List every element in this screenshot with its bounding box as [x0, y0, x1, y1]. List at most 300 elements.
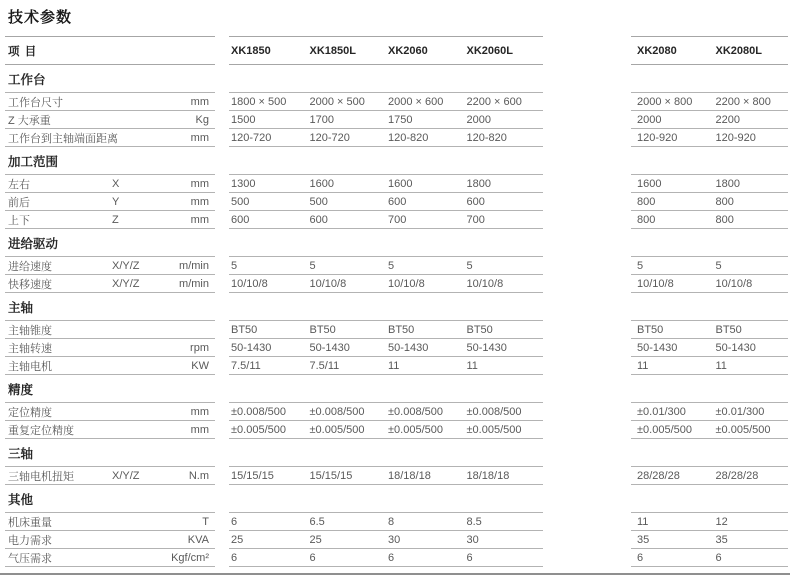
spec-value: 11	[637, 515, 649, 528]
row-unit-label: T	[202, 515, 209, 528]
spec-value: ±0.01/300	[637, 405, 686, 418]
row-label-block	[5, 293, 215, 321]
spec-value: 700	[466, 213, 485, 226]
table-row	[0, 129, 790, 147]
spec-value: 25	[231, 533, 244, 546]
column-gap	[543, 375, 631, 403]
row-values-block-left	[229, 211, 543, 229]
row-unit-label: Kgf/cm²	[171, 551, 209, 564]
row-unit-label: mm	[190, 131, 209, 144]
table-row	[0, 321, 790, 339]
row-unit-label: KVA	[187, 533, 209, 546]
model-column-header: XK2060	[388, 44, 428, 57]
spec-value: 10/10/8	[637, 277, 674, 290]
row-label-block	[5, 339, 215, 357]
row-values-block-left	[229, 129, 543, 147]
column-gap	[543, 129, 631, 147]
spec-value: 18/18/18	[466, 469, 510, 482]
column-gap	[543, 275, 631, 293]
section-header-row	[0, 439, 790, 467]
column-gap	[543, 36, 631, 65]
spec-value: 1600	[637, 177, 662, 190]
header-models-block-left	[229, 36, 543, 65]
row-values-block-right	[631, 485, 788, 513]
spec-value: 35	[715, 533, 728, 546]
row-label: 主轴电机	[8, 360, 52, 373]
spec-value: BT50	[309, 323, 336, 336]
row-label-block	[5, 175, 215, 193]
model-column-header: XK2080	[637, 44, 677, 57]
table-row	[0, 257, 790, 275]
table-row	[0, 193, 790, 211]
column-gap	[543, 513, 631, 531]
row-values-block-left	[229, 321, 543, 339]
spec-value: 10/10/8	[309, 277, 347, 290]
row-label-block	[5, 439, 215, 467]
row-label: 定位精度	[8, 406, 52, 419]
spec-value: 1500	[231, 113, 256, 126]
row-values-block-right	[631, 467, 788, 485]
table-row	[0, 111, 790, 129]
row-values-block-left	[229, 403, 543, 421]
spec-value: 1300	[231, 177, 256, 190]
row-values-block-right	[631, 229, 788, 257]
item-column-header: 项 目	[8, 45, 38, 58]
spec-value: 2000 × 600	[388, 95, 444, 108]
spec-value: ±0.005/500	[715, 423, 771, 436]
table-row	[0, 513, 790, 531]
table-row	[0, 549, 790, 567]
column-gap	[543, 357, 631, 375]
column-gap	[543, 93, 631, 111]
row-label-block	[5, 211, 215, 229]
column-gap	[215, 467, 229, 485]
row-values-block-right	[631, 375, 788, 403]
header-models-block-right	[631, 36, 788, 65]
row-label: 工作台尺寸	[8, 96, 63, 109]
table-row	[0, 211, 790, 229]
row-values-block-right	[631, 549, 788, 567]
column-gap	[215, 175, 229, 193]
column-gap	[215, 111, 229, 129]
spec-value: 5	[388, 259, 395, 272]
row-values-block-left	[229, 111, 543, 129]
row-values-block-right	[631, 65, 788, 93]
row-values-block-right	[631, 293, 788, 321]
row-values-block-left	[229, 65, 543, 93]
model-column-header: XK2080L	[715, 44, 762, 57]
spec-value: 50-1430	[309, 341, 350, 354]
row-values-block-left	[229, 549, 543, 567]
column-gap	[543, 211, 631, 229]
row-axis-label: X/Y/Z	[112, 259, 140, 272]
row-label-block	[5, 229, 215, 257]
row-values-block-right	[631, 403, 788, 421]
table-row	[0, 467, 790, 485]
row-unit-label: mm	[190, 213, 209, 226]
spec-value: 28/28/28	[637, 469, 680, 482]
spec-value: 2200	[715, 113, 740, 126]
column-gap	[543, 65, 631, 93]
table-row	[0, 175, 790, 193]
section-header-row	[0, 485, 790, 513]
spec-value: 30	[388, 533, 401, 546]
spec-value: 120-720	[231, 131, 272, 144]
row-unit-label: mm	[190, 177, 209, 190]
spec-value: 6	[231, 551, 238, 564]
column-gap	[215, 229, 229, 257]
table-row	[0, 531, 790, 549]
spec-value: 120-920	[637, 131, 678, 144]
section-header-row	[0, 229, 790, 257]
spec-value: 500	[309, 195, 328, 208]
row-values-block-left	[229, 93, 543, 111]
row-label-block	[5, 321, 215, 339]
row-values-block-left	[229, 175, 543, 193]
row-label: 机床重量	[8, 516, 52, 529]
row-label-block	[5, 485, 215, 513]
spec-value: 8.5	[466, 515, 482, 528]
column-gap	[543, 485, 631, 513]
row-values-block-left	[229, 531, 543, 549]
column-gap	[543, 175, 631, 193]
spec-value: 6	[637, 551, 644, 564]
spec-value: 35	[637, 533, 650, 546]
row-label-block	[5, 375, 215, 403]
row-label-block	[5, 467, 215, 485]
table-row	[0, 93, 790, 111]
spec-value: 12	[715, 515, 728, 528]
column-gap	[215, 321, 229, 339]
row-values-block-left	[229, 275, 543, 293]
row-label: 气压需求	[8, 552, 52, 565]
column-gap	[543, 321, 631, 339]
model-column-header: XK2060L	[466, 44, 513, 57]
spec-value: 11	[715, 359, 727, 372]
page-bottom-edge	[0, 573, 790, 575]
spec-value: 120-720	[309, 131, 350, 144]
spec-value: 11	[388, 359, 400, 372]
spec-value: BT50	[231, 323, 258, 336]
column-gap	[215, 485, 229, 513]
column-gap	[215, 275, 229, 293]
section-header-row	[0, 375, 790, 403]
row-values-block-left	[229, 421, 543, 439]
spec-value: BT50	[388, 323, 415, 336]
row-values-block-right	[631, 147, 788, 175]
column-gap	[543, 339, 631, 357]
row-values-block-right	[631, 439, 788, 467]
row-label: 主轴转速	[8, 342, 52, 355]
row-label-block	[5, 257, 215, 275]
spec-value: 2200 × 600	[466, 95, 522, 108]
row-values-block-right	[631, 93, 788, 111]
spec-value: ±0.005/500	[637, 423, 692, 436]
row-label-block	[5, 111, 215, 129]
row-label-block	[5, 403, 215, 421]
spec-value: 5	[231, 259, 238, 272]
spec-value: 700	[388, 213, 407, 226]
spec-value: 15/15/15	[231, 469, 274, 482]
spec-value: 6	[715, 551, 722, 564]
column-gap	[543, 293, 631, 321]
row-label: 电力需求	[8, 534, 52, 547]
spec-value: 120-920	[715, 131, 756, 144]
row-axis-label: X	[112, 177, 120, 190]
spec-value: 5	[309, 259, 316, 272]
row-label-block	[5, 193, 215, 211]
spec-value: 11	[637, 359, 649, 372]
row-axis-label: Y	[112, 195, 120, 208]
section-header-row	[0, 293, 790, 321]
row-values-block-left	[229, 339, 543, 357]
spec-value: 1800 × 500	[231, 95, 287, 108]
spec-value: 28/28/28	[715, 469, 759, 482]
row-unit-label: KW	[191, 359, 209, 372]
section-title: 其他	[8, 492, 34, 507]
row-values-block-left	[229, 375, 543, 403]
model-column-header: XK1850	[231, 44, 271, 57]
spec-value: 2000	[466, 113, 491, 126]
row-unit-label: Kg	[195, 113, 209, 126]
spec-value: 25	[309, 533, 322, 546]
spec-value: 10/10/8	[715, 277, 753, 290]
spec-value: 50-1430	[231, 341, 272, 354]
row-label: 快移速度	[8, 278, 52, 291]
row-values-block-right	[631, 357, 788, 375]
spec-value: 7.5/11	[309, 359, 340, 372]
row-label-block	[5, 513, 215, 531]
spec-value: 15/15/15	[309, 469, 353, 482]
table-row	[0, 421, 790, 439]
row-unit-label: m/min	[179, 259, 209, 272]
row-label: 前后	[8, 196, 30, 209]
model-column-header: XK1850L	[309, 44, 356, 57]
spec-value: 50-1430	[637, 341, 678, 354]
column-gap	[215, 421, 229, 439]
column-gap	[543, 421, 631, 439]
row-values-block-right	[631, 275, 788, 293]
row-values-block-left	[229, 229, 543, 257]
spec-value: ±0.005/500	[231, 423, 286, 436]
row-values-block-left	[229, 357, 543, 375]
table-row	[0, 403, 790, 421]
row-values-block-right	[631, 129, 788, 147]
column-gap	[215, 513, 229, 531]
spec-value: 6	[231, 515, 238, 528]
spec-value: 800	[715, 213, 734, 226]
row-unit-label: mm	[190, 405, 209, 418]
row-values-block-right	[631, 175, 788, 193]
row-label: 三轴电机扭矩	[8, 470, 74, 483]
table-header-row	[0, 36, 790, 65]
spec-value: BT50	[466, 323, 493, 336]
section-title: 进给驱动	[8, 236, 59, 251]
column-gap	[215, 147, 229, 175]
row-values-block-left	[229, 147, 543, 175]
section-title: 加工范围	[8, 154, 59, 169]
row-values-block-right	[631, 193, 788, 211]
spec-value: 10/10/8	[466, 277, 504, 290]
row-label-block	[5, 65, 215, 93]
row-values-block-left	[229, 439, 543, 467]
row-values-block-left	[229, 193, 543, 211]
column-gap	[215, 357, 229, 375]
section-title: 工作台	[8, 72, 46, 87]
row-unit-label: m/min	[179, 277, 209, 290]
row-values-block-right	[631, 531, 788, 549]
table-row	[0, 275, 790, 293]
spec-value: 8	[388, 515, 395, 528]
column-gap	[215, 211, 229, 229]
row-axis-label: X/Y/Z	[112, 469, 140, 482]
row-unit-label: mm	[190, 423, 209, 436]
spec-value: 30	[466, 533, 479, 546]
row-values-block-right	[631, 211, 788, 229]
spec-value: 1800	[466, 177, 491, 190]
row-values-block-right	[631, 513, 788, 531]
column-gap	[215, 93, 229, 111]
column-gap	[215, 549, 229, 567]
column-gap	[543, 531, 631, 549]
row-label-block	[5, 147, 215, 175]
row-axis-label: Z	[112, 213, 119, 226]
row-label-block	[5, 421, 215, 439]
spec-value: 2000 × 800	[637, 95, 693, 108]
column-gap	[543, 549, 631, 567]
row-label: 上下	[8, 214, 30, 227]
spec-value: 2200 × 800	[715, 95, 771, 108]
spec-value: 1600	[388, 177, 413, 190]
table-row	[0, 357, 790, 375]
spec-value: 6	[388, 551, 395, 564]
spec-value: 120-820	[466, 131, 507, 144]
column-gap	[543, 147, 631, 175]
spec-value: BT50	[715, 323, 742, 336]
row-label: 重复定位精度	[8, 424, 74, 437]
table-body	[0, 65, 790, 567]
row-values-block-right	[631, 111, 788, 129]
spec-value: ±0.008/500	[466, 405, 522, 418]
spec-value: ±0.008/500	[309, 405, 365, 418]
spec-value: ±0.005/500	[388, 423, 443, 436]
column-gap	[215, 293, 229, 321]
column-gap	[543, 257, 631, 275]
row-values-block-right	[631, 339, 788, 357]
spec-value: 600	[309, 213, 328, 226]
spec-value: 50-1430	[466, 341, 507, 354]
row-label-block	[5, 93, 215, 111]
spec-value: 50-1430	[715, 341, 756, 354]
column-gap	[215, 36, 229, 65]
row-label: 进给速度	[8, 260, 52, 273]
section-header-row	[0, 147, 790, 175]
spec-value: ±0.005/500	[309, 423, 365, 436]
column-gap	[215, 129, 229, 147]
column-gap	[215, 403, 229, 421]
column-gap	[215, 439, 229, 467]
row-label-block	[5, 531, 215, 549]
spec-value: 2000	[637, 113, 662, 126]
row-values-block-right	[631, 421, 788, 439]
spec-value: BT50	[637, 323, 664, 336]
spec-value: 800	[637, 195, 656, 208]
column-gap	[215, 339, 229, 357]
table-row	[0, 339, 790, 357]
spec-value: 1600	[309, 177, 334, 190]
row-axis-label: X/Y/Z	[112, 277, 140, 290]
column-gap	[215, 65, 229, 93]
section-title: 三轴	[8, 446, 34, 461]
column-gap	[215, 531, 229, 549]
column-gap	[215, 375, 229, 403]
row-label: 左右	[8, 178, 30, 191]
page-title: 技术参数	[8, 9, 73, 26]
row-values-block-right	[631, 321, 788, 339]
section-header-row	[0, 65, 790, 93]
spec-value: 6.5	[309, 515, 325, 528]
row-values-block-left	[229, 467, 543, 485]
spec-value: 800	[637, 213, 656, 226]
spec-value: 5	[466, 259, 473, 272]
spec-value: 10/10/8	[388, 277, 425, 290]
spec-value: 6	[466, 551, 473, 564]
row-unit-label: rpm	[190, 341, 209, 354]
header-item-block	[5, 36, 215, 65]
row-label: 主轴锥度	[8, 324, 52, 337]
row-unit-label: mm	[190, 95, 209, 108]
row-label: Z 大承重	[8, 114, 51, 127]
row-values-block-left	[229, 485, 543, 513]
section-title: 精度	[8, 382, 34, 397]
row-label-block	[5, 275, 215, 293]
column-gap	[543, 229, 631, 257]
column-gap	[543, 439, 631, 467]
row-values-block-left	[229, 293, 543, 321]
column-gap	[215, 257, 229, 275]
row-label-block	[5, 129, 215, 147]
column-gap	[543, 193, 631, 211]
section-title: 主轴	[8, 300, 34, 315]
spec-value: 1800	[715, 177, 740, 190]
row-label: 工作台到主轴端面距离	[8, 132, 118, 145]
spec-value: 600	[231, 213, 250, 226]
spec-value: 11	[466, 359, 478, 372]
row-unit-label: N.m	[188, 469, 209, 482]
spec-value: 1700	[309, 113, 334, 126]
spec-value: 5	[715, 259, 722, 272]
spec-value: 500	[231, 195, 250, 208]
column-gap	[543, 111, 631, 129]
spec-value: 50-1430	[388, 341, 429, 354]
spec-value: ±0.008/500	[231, 405, 286, 418]
spec-value: 7.5/11	[231, 359, 261, 372]
spec-value: 800	[715, 195, 734, 208]
row-values-block-left	[229, 257, 543, 275]
spec-table	[0, 36, 790, 567]
spec-value: 120-820	[388, 131, 429, 144]
row-values-block-right	[631, 257, 788, 275]
column-gap	[215, 193, 229, 211]
spec-value: 10/10/8	[231, 277, 268, 290]
spec-value: ±0.005/500	[466, 423, 522, 436]
spec-value: 600	[466, 195, 485, 208]
spec-value: 600	[388, 195, 407, 208]
row-unit-label: mm	[190, 195, 209, 208]
row-label-block	[5, 357, 215, 375]
spec-value: 6	[309, 551, 316, 564]
spec-value: 5	[637, 259, 644, 272]
